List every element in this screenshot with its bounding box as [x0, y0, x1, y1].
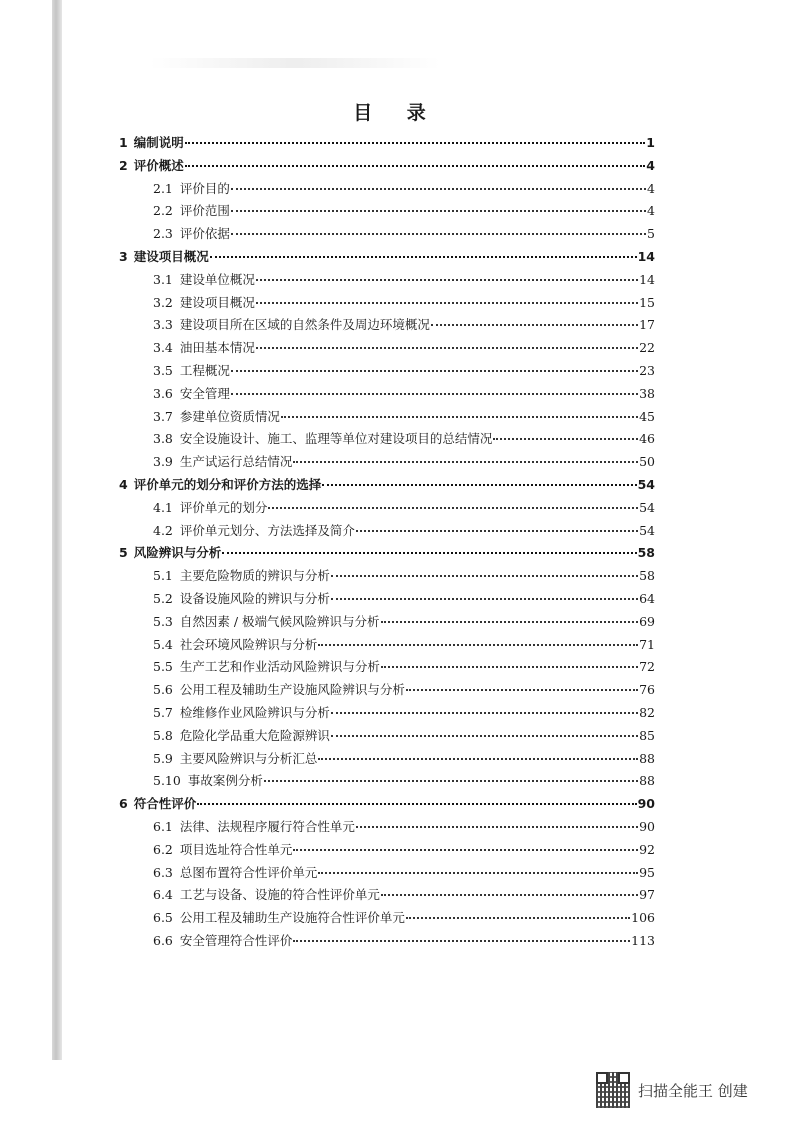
- dot-leader: [406, 917, 630, 919]
- toc-entry-page-number: 46: [639, 431, 655, 447]
- toc-entry-number: 3: [119, 248, 128, 264]
- toc-entry-label: 总图布置符合性评价单元: [179, 864, 318, 880]
- toc-entry-page-number: 4: [647, 203, 655, 219]
- toc-entry-label: 评价单元划分、方法选择及简介: [179, 522, 355, 538]
- toc-entry-number: 3.2: [153, 294, 173, 310]
- dot-leader: [256, 279, 638, 281]
- toc-entry-number: 3.3: [153, 317, 173, 333]
- toc-section-entry[interactable]: [119, 201, 655, 224]
- dot-leader: [185, 142, 646, 144]
- toc-entry-number: 5.4: [153, 636, 173, 652]
- toc-entry-page-number: 88: [639, 750, 655, 766]
- toc-section-entry[interactable]: [119, 407, 655, 430]
- toc-section-entry[interactable]: [119, 361, 655, 384]
- dot-leader: [431, 324, 638, 326]
- toc-entry-page-number: 17: [639, 317, 655, 333]
- toc-section-entry[interactable]: [119, 908, 655, 931]
- toc-section-entry[interactable]: [119, 931, 655, 954]
- toc-entry-page-number: 76: [639, 682, 655, 698]
- toc-entry-number: 2.1: [153, 180, 173, 196]
- dot-leader: [256, 347, 638, 349]
- dot-leader: [293, 461, 638, 463]
- toc-entry-page-number: 90: [637, 796, 655, 812]
- toc-entry-label: 事故案例分析: [187, 773, 263, 789]
- dot-leader: [356, 826, 638, 828]
- toc-entry-page-number: 22: [639, 340, 655, 356]
- toc-section-entry[interactable]: [119, 384, 655, 407]
- toc-entry-number: 6.5: [153, 910, 173, 926]
- toc-section-entry[interactable]: [119, 498, 655, 521]
- dot-leader: [493, 438, 638, 440]
- toc-entry-label: 社会环境风险辨识与分析: [179, 636, 318, 652]
- toc-entry-number: 4: [119, 476, 128, 492]
- toc-entry-label: 公用工程及辅助生产设施风险辨识与分析: [179, 682, 405, 698]
- dot-leader: [356, 530, 638, 532]
- dot-leader: [256, 302, 638, 304]
- toc-entry-number: 5.2: [153, 590, 173, 606]
- dot-leader: [210, 256, 637, 258]
- toc-entry-page-number: 85: [639, 727, 655, 743]
- toc-section-entry[interactable]: [119, 452, 655, 475]
- toc-entry-label: 检维修作业风险辨识与分析: [179, 704, 330, 720]
- toc-section-entry[interactable]: [119, 612, 655, 635]
- toc-section-entry[interactable]: [119, 657, 655, 680]
- toc-entry-label: 评价范围: [179, 203, 230, 219]
- toc-entry-page-number: 58: [639, 568, 655, 584]
- toc-entry-page-number: 50: [639, 454, 655, 470]
- toc-entry-number: 6.6: [153, 932, 173, 948]
- toc-entry-label: 安全设施设计、施工、监理等单位对建设项目的总结情况: [179, 431, 493, 447]
- toc-entry-label: 建设项目概况: [179, 294, 255, 310]
- dot-leader: [406, 689, 638, 691]
- toc-section-entry[interactable]: [119, 680, 655, 703]
- toc-entry-number: 3.6: [153, 385, 173, 401]
- dot-leader: [331, 735, 638, 737]
- dot-leader: [318, 758, 638, 760]
- toc-entry-label: 评价依据: [179, 226, 230, 242]
- toc-entry-label: 法律、法规程序履行符合性单元: [179, 818, 355, 834]
- toc-entry-page-number: 106: [631, 910, 655, 926]
- dot-leader: [268, 507, 638, 509]
- dot-leader: [331, 598, 638, 600]
- toc-entry-label: 参建单位资质情况: [179, 408, 280, 424]
- toc-chapter-entry[interactable]: [119, 475, 655, 498]
- toc-chapter-entry[interactable]: [119, 794, 655, 817]
- toc-entry-label: 公用工程及辅助生产设施符合性评价单元: [179, 910, 405, 926]
- toc-entry-number: 5.1: [153, 568, 173, 584]
- toc-section-entry[interactable]: [119, 270, 655, 293]
- toc-section-entry[interactable]: [119, 338, 655, 361]
- toc-entry-label: 评价目的: [179, 180, 230, 196]
- toc-entry-label: 设备设施风险的辨识与分析: [179, 590, 330, 606]
- toc-section-entry[interactable]: [119, 817, 655, 840]
- dot-leader: [281, 416, 638, 418]
- toc-entry-label: 项目选址符合性单元: [179, 841, 293, 857]
- toc-section-entry[interactable]: [119, 726, 655, 749]
- toc-entry-page-number: 54: [639, 499, 655, 515]
- toc-section-entry[interactable]: [119, 521, 655, 544]
- dot-leader: [222, 552, 636, 554]
- toc-section-entry[interactable]: [119, 771, 655, 794]
- toc-section-entry[interactable]: [119, 885, 655, 908]
- toc-entry-page-number: 45: [639, 408, 655, 424]
- toc-section-entry[interactable]: [119, 589, 655, 612]
- toc-entry-label: 符合性评价: [133, 796, 197, 812]
- toc-entry-number: 6.1: [153, 818, 173, 834]
- toc-entry-page-number: 1: [646, 135, 655, 150]
- toc-entry-page-number: 54: [637, 476, 655, 492]
- toc-entry-page-number: 88: [639, 773, 655, 789]
- qr-code-icon: [596, 1072, 630, 1108]
- dot-leader: [231, 370, 638, 372]
- toc-entry-number: 6.2: [153, 841, 173, 857]
- page-title: 目 录: [353, 102, 440, 124]
- dot-leader: [264, 780, 638, 782]
- toc-chapter-entry[interactable]: [119, 133, 655, 156]
- toc-entry-page-number: 4: [647, 180, 655, 196]
- toc-entry-page-number: 54: [639, 522, 655, 538]
- toc-entry-page-number: 4: [646, 157, 655, 173]
- toc-entry-label: 自然因素 / 极端气候风险辨识与分析: [179, 613, 380, 629]
- toc-entry-page-number: 95: [639, 864, 655, 880]
- toc-entry-page-number: 90: [639, 818, 655, 834]
- toc-entry-page-number: 64: [639, 590, 655, 606]
- toc-section-entry[interactable]: [119, 566, 655, 589]
- dot-leader: [185, 165, 646, 167]
- toc-entry-number: 6.4: [153, 887, 173, 903]
- toc-entry-page-number: 58: [637, 545, 655, 561]
- dot-leader: [293, 940, 630, 942]
- toc-entry-page-number: 92: [639, 841, 655, 857]
- toc-entry-number: 2.2: [153, 203, 173, 219]
- toc-entry-page-number: 72: [639, 659, 655, 675]
- toc-entry-page-number: 14: [639, 271, 655, 287]
- toc-entry-page-number: 97: [639, 887, 655, 903]
- toc-chapter-entry[interactable]: [119, 543, 655, 566]
- toc-entry-number: 6.3: [153, 864, 173, 880]
- toc-entry-label: 工程概况: [179, 362, 230, 378]
- toc-entry-label: 编制说明: [133, 135, 184, 150]
- toc-entry-label: 建设单位概况: [179, 271, 255, 287]
- dot-leader: [381, 666, 638, 668]
- toc-entry-number: 3.8: [153, 431, 173, 447]
- toc-entry-label: 危险化学品重大危险源辨识: [179, 727, 330, 743]
- toc-entry-number: 5: [119, 545, 128, 561]
- toc-chapter-entry[interactable]: [119, 156, 655, 179]
- toc-entry-page-number: 38: [639, 385, 655, 401]
- toc-entry-page-number: 15: [639, 294, 655, 310]
- toc-chapter-entry[interactable]: [119, 247, 655, 270]
- toc-entry-number: 3.4: [153, 340, 173, 356]
- toc-entry-label: 安全管理: [179, 385, 230, 401]
- toc-entry-page-number: 82: [639, 704, 655, 720]
- toc-section-entry[interactable]: [119, 703, 655, 726]
- toc-entry-number: 1: [119, 135, 128, 150]
- toc-entry-page-number: 69: [639, 613, 655, 629]
- toc-section-entry[interactable]: [119, 293, 655, 316]
- toc-entry-label: 主要风险辨识与分析汇总: [179, 750, 318, 766]
- scan-edge-shadow: [52, 0, 62, 1060]
- toc-entry-page-number: 23: [639, 362, 655, 378]
- toc-entry-page-number: 5: [647, 226, 655, 242]
- toc-entry-label: 建设项目所在区域的自然条件及周边环境概况: [179, 317, 430, 333]
- toc-entry-number: 3.1: [153, 271, 173, 287]
- toc-entry-label: 生产试运行总结情况: [179, 454, 293, 470]
- toc-entry-number: 3.5: [153, 362, 173, 378]
- dot-leader: [322, 484, 636, 486]
- toc-section-entry[interactable]: [119, 863, 655, 886]
- dot-leader: [293, 849, 638, 851]
- dot-leader: [318, 644, 638, 646]
- toc-section-entry[interactable]: [119, 315, 655, 338]
- dot-leader: [331, 575, 638, 577]
- dot-leader: [381, 894, 638, 896]
- toc-entry-number: 3.7: [153, 408, 173, 424]
- toc-entry-label: 主要危险物质的辨识与分析: [179, 568, 330, 584]
- toc-entry-label: 建设项目概况: [133, 248, 209, 264]
- toc-entry-number: 6: [119, 796, 128, 812]
- dot-leader: [318, 872, 638, 874]
- toc-section-entry[interactable]: [119, 224, 655, 247]
- toc-entry-label: 工艺与设备、设施的符合性评价单元: [179, 887, 380, 903]
- dot-leader: [231, 393, 638, 395]
- toc-entry-number: 2: [119, 157, 128, 173]
- toc-section-entry[interactable]: [119, 635, 655, 658]
- toc-entry-label: 评价单元的划分和评价方法的选择: [133, 476, 322, 492]
- toc-entry-number: 5.6: [153, 682, 173, 698]
- toc-entry-number: 4.2: [153, 522, 173, 538]
- table-of-contents: [119, 133, 655, 954]
- dot-leader: [197, 803, 636, 805]
- toc-entry-label: 评价单元的划分: [179, 499, 268, 515]
- toc-entry-number: 5.3: [153, 613, 173, 629]
- toc-entry-number: 5.8: [153, 727, 173, 743]
- toc-entry-label: 生产工艺和作业活动风险辨识与分析: [179, 659, 380, 675]
- dot-leader: [331, 712, 638, 714]
- toc-section-entry[interactable]: [119, 749, 655, 772]
- toc-entry-page-number: 113: [631, 932, 655, 948]
- toc-entry-number: 5.7: [153, 704, 173, 720]
- toc-entry-label: 风险辨识与分析: [133, 545, 222, 561]
- toc-entry-label: 评价概述: [133, 157, 184, 173]
- scanner-watermark: [596, 1072, 748, 1108]
- bleed-through-artifact: [150, 58, 440, 68]
- toc-section-entry[interactable]: [119, 429, 655, 452]
- watermark-text: 扫描全能王 创建: [638, 1081, 748, 1100]
- toc-entry-label: 油田基本情况: [179, 340, 255, 356]
- toc-section-entry[interactable]: [119, 840, 655, 863]
- toc-entry-number: 5.5: [153, 659, 173, 675]
- dot-leader: [231, 233, 646, 235]
- toc-entry-page-number: 14: [637, 248, 655, 264]
- toc-section-entry[interactable]: [119, 179, 655, 202]
- dot-leader: [381, 621, 639, 623]
- toc-entry-number: 5.10: [153, 773, 181, 789]
- toc-entry-number: 3.9: [153, 454, 173, 470]
- toc-entry-number: 5.9: [153, 750, 173, 766]
- toc-entry-number: 2.3: [153, 226, 173, 242]
- toc-entry-number: 4.1: [153, 499, 173, 515]
- dot-leader: [231, 188, 646, 190]
- toc-entry-label: 安全管理符合性评价: [179, 932, 293, 948]
- dot-leader: [231, 210, 646, 212]
- toc-entry-page-number: 71: [639, 636, 655, 652]
